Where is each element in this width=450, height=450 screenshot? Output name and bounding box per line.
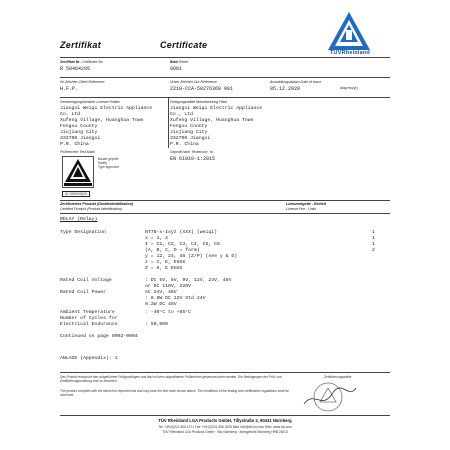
fine-print-de: Das Produkt entspricht den aufgeführten Prüfgrundlagen und darf mit dem abgebildeten Prüfzeichen gekennzeichnet werden. Die Bedingungen der Prüf- und Zertifizierungsordnung sind zu beachten. — [60, 375, 282, 383]
title-de: Zertifikat — [60, 40, 102, 50]
continued-note: Continued on page 0002-0004 — [60, 334, 138, 339]
cycles-label: Number of Cycles for — [60, 316, 118, 321]
cert-number-label: Zertifikat Nr. Certificate No. — [60, 60, 104, 64]
plant-address: Jiangxi Weiqi Electric Appliance Co., Ltd Xufeng Village, Huanghua Town Fengxu County Jiujiang City 332700 Jiangxi P.R. China — [170, 106, 263, 147]
divider-6 — [60, 415, 390, 416]
license-fee-label: Lizenzentgelte - Einheit — [286, 202, 326, 206]
endurance-label: Electrical Endurance — [60, 322, 118, 327]
sheet-value: 0001 — [170, 66, 183, 72]
signature-label: Zertifizierungsstelle — [324, 375, 352, 379]
coil-voltage-values: : DC 5V, 6V, 9V, 12V, 24V, 48V or DC 110V, 220V AC 24V, 48V — [145, 278, 232, 295]
divider-5 — [60, 372, 390, 373]
our-ref-label: Unser Zeichen Our Reference — [170, 80, 217, 84]
client-ref-value: H.F.P. — [60, 86, 79, 92]
temperature-value: : -40°C to +85°C — [145, 310, 192, 315]
coil-power-label: Rated Coil Power — [60, 290, 107, 295]
date-note: (day/mo/yr) — [340, 86, 358, 90]
vertical-divider — [168, 98, 169, 148]
license-fee-label-en: License Fee - Units — [286, 207, 317, 211]
license-units: 1 1 1 2 — [372, 230, 375, 253]
sheet-label: Blatt Sheet — [170, 60, 188, 64]
standard-label: Geprüft nach Tested acc. to — [170, 150, 213, 154]
date-value: 05.12.2020 — [270, 86, 301, 92]
title-en: Certificate — [160, 40, 208, 50]
coil-voltage-label: Rated Coil Voltage — [60, 278, 112, 283]
test-mark-id-box: ID 0000000000 — [62, 191, 90, 197]
type-designation-values: NT78-x-Ixyz (XXX) (weiqi) x = 1, 2 I = C1, C2, C3, C4, C5, C6 (A, B, C, D = form) y = 12, 24, 48 (Z/P) (see y & D) z = C, E, EHXX Z = H, E EHXX — [145, 230, 238, 271]
date-label: Ausstellungsdatum Date of Issue — [270, 80, 322, 84]
client-ref-label: Ihr Zeichen Client Reference — [60, 80, 105, 84]
plant-label: Fertigungsstätte Manufacturing Plant — [170, 100, 228, 104]
annex-text: ANLAGE (Appendix): 1 — [60, 356, 118, 361]
product-label-de: Zertifiziertes Produkt (Geräteidentifikation) — [60, 202, 134, 206]
test-mark-caption: Bauart geprüft Safety Type approved — [98, 157, 120, 169]
standard-value: EN 61810-1:2015 — [170, 156, 216, 162]
footer-contact-1: Tel: +49 (0)221 806-1371 Fax: +49 (0)221 806-3935 Mail: info@de.tuv.com Web: www.tuv.com — [158, 425, 292, 429]
our-ref-value: 2210-CCA-50276369 001 — [170, 86, 234, 92]
divider-4 — [60, 213, 390, 214]
product-label-en: Certified Product (Product Identification) — [60, 207, 123, 211]
cert-number-value: R 50464295 — [60, 66, 91, 72]
footer-contact-2: TÜV Rheinland LGA Products GmbH · Sitz Nürnberg · Amtsgericht Nürnberg HRB 26013 — [162, 430, 288, 434]
test-mark-label: Prüfzeichen Test Mark — [60, 150, 95, 154]
tuv-triangle-logo-icon — [326, 10, 372, 54]
endurance-value: : 50,000 — [145, 322, 169, 327]
tuv-logo-text: TÜVRheinland — [330, 50, 370, 56]
fine-print-en: The product complies with the listed test requirements and may bear the test mark shown above. The conditions of the testing and certification regulations shall be observed. — [60, 389, 289, 397]
holder-address: Jiangxi Weiqi Electric Appliance Co. Ltd Xufeng Village, Huanghua Town Fengxu County Jiujiang City 332700 Jiangxi P.R. China — [60, 106, 153, 147]
footer-org: TÜV Rheinland LGA Products GmbH, Tillystraße 2, 90431 Nürnberg — [158, 418, 292, 423]
temperature-label: Ambient Temperature — [60, 310, 115, 315]
header-divider — [60, 57, 390, 58]
holder-label: Genehmigungsinhaber License Holder — [60, 100, 120, 104]
type-designation-label: Type Designation — [60, 230, 107, 235]
divider-1 — [60, 77, 390, 78]
signature-seal-icon — [300, 380, 360, 414]
divider-3 — [60, 200, 390, 201]
tuv-test-mark-icon — [62, 156, 94, 188]
product-name: RELAY (Relay) — [60, 217, 98, 222]
coil-power-values: : 0.5W DC 12V Std 24V 0.2W DC 48V — [145, 296, 206, 307]
divider-2 — [60, 97, 390, 98]
